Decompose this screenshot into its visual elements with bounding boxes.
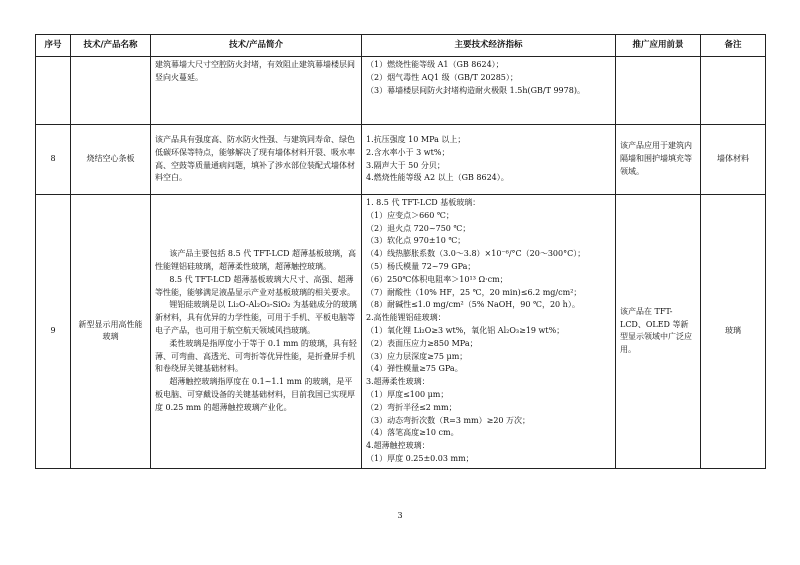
- intro-cell: 该产品主要包括 8.5 代 TFT-LCD 超薄基板玻璃，高性能锂铝硅玻璃，超薄柔性玻璃，超薄触控玻璃。 8.5 代 TFT-LCD 超薄基板玻璃大尺寸、高强、超薄等性能，能够满足液晶显示产业对基板玻璃的相关要求。 锂铝硅玻璃是以 Li₂O-Al₂O₃-SiO₂ 为基础成分的玻璃新材料，具有优异的力学性能，可用于手机、平板电脑等电子产品，也可用于航空航天领域风挡玻璃。 柔性玻璃是指厚度小于等于 0.1 mm 的玻璃，具有轻薄、可弯曲、高透光、可弯折等优异性能，是折叠屏手机和卷绕屏关键基础材料。 超薄触控玻璃指厚度在 0.1~1.1 mm 的玻璃，是平板电脑、可穿戴设备的关键基础材料，目前我国已实现厚度 0.25 mm 的超薄触控玻璃产业化。: [151, 195, 362, 469]
- tech-table: [35, 34, 766, 469]
- table-row: [36, 125, 766, 195]
- metrics-cell: （1）燃烧性能等级 A1（GB 8624）； （2）烟气毒性 AQ1 级（GB/T 20285）； （3）幕墙楼层间防火封堵构造耐火极限 1.5h(GB/T 9978)。: [362, 57, 616, 125]
- header-no: 序号: [36, 35, 71, 57]
- prospect-cell: 该产品在 TFT-LCD、OLED 等新型显示领域中广泛应用。: [616, 195, 701, 469]
- note-cell: 墙体材料: [701, 125, 766, 195]
- prospect-cell: 该产品应用于建筑内隔墙和围护墙填充等领域。: [616, 125, 701, 195]
- header-note: 备注: [701, 35, 766, 57]
- product-name: 烧结空心条板: [71, 125, 151, 195]
- page-number: 3: [397, 511, 403, 520]
- header-row: [36, 35, 766, 57]
- metrics-cell: 1.抗压强度 10 MPa 以上； 2.含水率小于 3 wt%； 3.隔声大于 50 分贝； 4.燃烧性能等级 A2 以上（GB 8624）。: [362, 125, 616, 195]
- product-name: 新型显示用高性能玻璃: [71, 195, 151, 469]
- row-number: 8: [36, 125, 71, 195]
- metrics-cell: 1. 8.5 代 TFT-LCD 基板玻璃： （1）应变点＞660 ℃； （2）退火点 720~750 ℃； （3）软化点 970±10 ℃； （4）线热膨胀系数（3.0～3.8）×10⁻⁶/°C（20～300°C）； （5）杨氏模量 72~79 GPa； （6）250℃体积电阻率＞10¹³ Ω·cm； （7）耐酸性（10% HF，25 ℃，20 min)≤6.2 mg/cm²； （8）耐碱性≤1.0 mg/cm²（5% NaOH，90 ℃，20 h）。 2.高性能锂铝硅玻璃： （1）氧化锂 Li₂O≥3 wt%，氧化铝 Al₂O₃≥19 wt%； （2）表面压应力≥850 MPa； （3）应力层深度≥75 μm； （4）弹性模量≥75 GPa。 3.超薄柔性玻璃： （1）厚度≤100 μm； （2）弯折半径≤2 mm； （3）动态弯折次数（R=3 mm）≥20 万次； （4）落笔高度≥10 cm。 4.超薄触控玻璃： （1）厚度 0.25±0.03 mm；: [362, 195, 616, 469]
- header-metrics: 主要技术经济指标: [362, 35, 616, 57]
- header-prospect: 推广应用前景: [616, 35, 701, 57]
- header-name: 技术/产品名称: [71, 35, 151, 57]
- table-row: [36, 57, 766, 125]
- note-cell: 玻璃: [701, 195, 766, 469]
- intro-cell: 该产品具有强度高、防水防火性强、与建筑同寿命、绿色低碳环保等特点，能够解决了现有墙体材料开裂、吸水率高、空鼓等质量通病问题，填补了涉水部位装配式墙体材料空白。: [151, 125, 362, 195]
- row-number: 9: [36, 195, 71, 469]
- table-row: [36, 195, 766, 469]
- intro-cell: 建筑幕墙大尺寸空腔防火封堵，有效阻止建筑幕墙楼层间竖向火蔓延。: [151, 57, 362, 125]
- header-intro: 技术/产品简介: [151, 35, 362, 57]
